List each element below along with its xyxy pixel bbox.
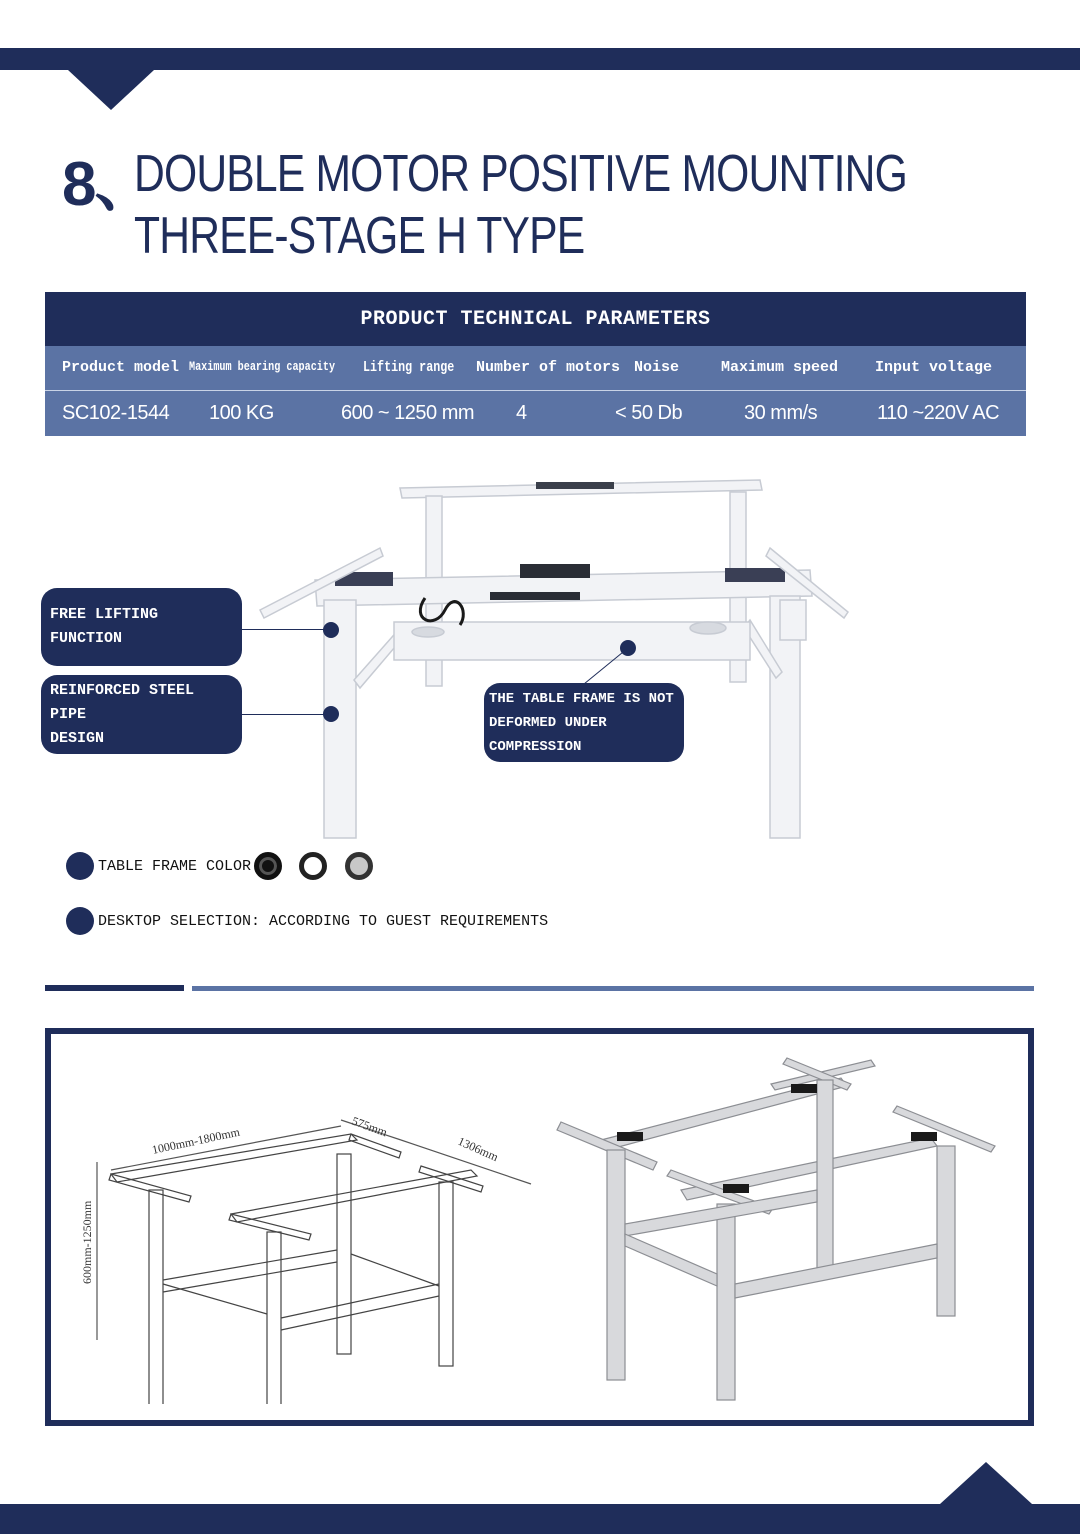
callout-frame-compression: [484, 683, 684, 762]
section-title-line-2: THREE-STAGE H TYPE: [134, 207, 585, 265]
depth-dimension: 575mm: [349, 1113, 390, 1140]
label-max-speed: Maximum speed: [721, 359, 839, 376]
pointer-dot-2: [323, 706, 339, 722]
callout-reinforced-line-1: REINFORCED STEEL PIPE: [50, 681, 195, 723]
value-input-voltage: 110 ~220V AC: [877, 402, 1000, 424]
callout-frame-text: [489, 687, 679, 759]
label-noise: Noise: [634, 359, 680, 376]
leader-line-2: [242, 714, 330, 715]
table-value-row: [45, 390, 1026, 436]
section-title-line-1: DOUBLE MOTOR POSITIVE MOUNTING: [134, 145, 908, 203]
callout-free-lifting: [41, 588, 242, 666]
divider-dark: [45, 985, 184, 991]
label-bearing-capacity: Maximum bearing capacity: [189, 359, 336, 374]
callout-free-lifting-text: FREE LIFTING FUNCTION: [50, 606, 159, 647]
pointer-dot-3: [620, 640, 636, 656]
table-label-row: [45, 346, 1026, 390]
value-product-model: SC102-1544: [62, 402, 170, 424]
label-motors: Number of motors: [476, 359, 621, 376]
leader-line-1: [242, 629, 330, 630]
table-header: PRODUCT TECHNICAL PARAMETERS: [45, 292, 1026, 346]
value-lifting-range: 600 ~ 1250 mm: [341, 402, 475, 424]
divider-light: [192, 986, 1034, 991]
callout-reinforced: [41, 675, 242, 754]
section-number: 8、: [62, 150, 155, 219]
frame-color-label: TABLE FRAME COLOR: [98, 858, 252, 875]
desktop-selection-bullet: [66, 907, 94, 935]
top-banner-band: [0, 48, 1080, 70]
color-swatch-grey[interactable]: [345, 852, 373, 880]
dimension-drawing: [71, 1074, 551, 1404]
value-bearing-capacity: 100 KG: [209, 402, 274, 424]
label-product-model: Product model: [62, 359, 180, 376]
top-banner-notch: [68, 70, 154, 110]
label-input-voltage: Input voltage: [875, 359, 993, 376]
value-noise: < 50 Db: [615, 402, 683, 424]
desktop-selection-label: DESKTOP SELECTION: ACCORDING TO GUEST REQUIREMENTS: [98, 913, 549, 930]
span-dimension: 1306mm: [455, 1133, 501, 1165]
callout-frame-line-1: THE TABLE FRAME IS NOT: [489, 690, 674, 707]
value-max-speed: 30 mm/s: [744, 402, 818, 424]
bottom-banner-notch: [940, 1462, 1032, 1504]
height-dimension: 600mm-1250mm: [80, 1200, 94, 1284]
technical-parameters-table: [45, 292, 1026, 436]
pointer-dot-1: [323, 622, 339, 638]
desk-frame-photo: [250, 460, 870, 850]
bottom-banner-band: [0, 1504, 1080, 1534]
grey-frame-render: [551, 1054, 1011, 1404]
callout-reinforced-line-2: DESIGN: [50, 729, 105, 747]
color-swatch-white[interactable]: [299, 852, 327, 880]
width-dimension: 1000mm-1800mm: [150, 1124, 242, 1157]
color-swatch-black[interactable]: [254, 852, 282, 880]
diagram-panel: [45, 1028, 1034, 1426]
label-lifting-range: Lifting range: [363, 359, 455, 376]
callout-frame-line-2: DEFORMED UNDER COMPRESSION: [489, 714, 607, 755]
callout-reinforced-text: [50, 679, 233, 751]
value-motors: 4: [516, 402, 527, 424]
frame-color-bullet: [66, 852, 94, 880]
